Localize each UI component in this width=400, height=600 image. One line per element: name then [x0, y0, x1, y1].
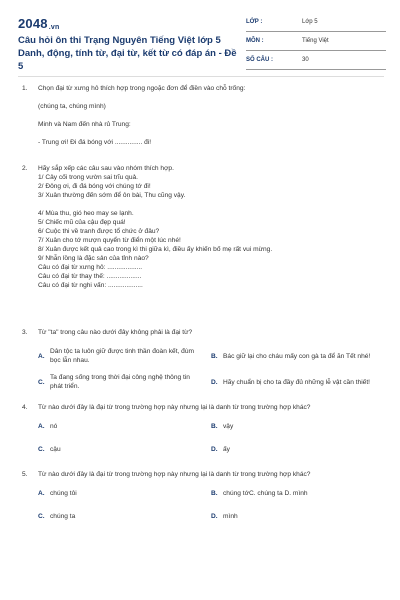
- option-text: Dân tộc ta luôn giữ được tinh thần đoàn kết, đùm bọc lẫn nhau.: [50, 348, 195, 364]
- sentence-item: 9/ Nhẫn lồng là đặc sản của tỉnh nào?: [38, 255, 149, 262]
- option-a[interactable]: [38, 422, 211, 431]
- option-text: cậu: [50, 446, 61, 453]
- sentence-item: 7/ Xuân cho tớ mượn quyển từ điển một lúc nhé!: [38, 237, 181, 244]
- option-letter: C.: [38, 513, 45, 520]
- option-text: Bác giữ lại cho cháu mấy con gà ta để ăn Tết nhé!: [223, 352, 371, 360]
- meta-value: 30: [302, 57, 309, 63]
- question-number: 4.: [22, 404, 28, 411]
- meta-label: SỐ CÂU :: [246, 57, 273, 63]
- meta-row-count: [246, 55, 386, 70]
- option-text: chúng tôi: [50, 490, 77, 497]
- sentence-item: 4/ Mùa thu, gió heo may se lạnh.: [38, 210, 134, 217]
- question-line: (chúng ta, chúng mình): [38, 103, 106, 110]
- option-letter: C.: [38, 378, 45, 386]
- options-row: [38, 347, 384, 365]
- option-text: mình: [223, 513, 238, 520]
- sentence-item: 2/ Đông ơi, đi đá bóng với chúng tớ đi!: [38, 183, 151, 190]
- option-letter: A.: [38, 490, 45, 497]
- option-text: Hãy chuẩn bị cho ta đầy đủ những lễ vật cần thiết!: [223, 378, 371, 386]
- meta-row-grade: [246, 17, 386, 32]
- meta-label: LỚP :: [246, 19, 263, 25]
- option-b[interactable]: [211, 489, 384, 498]
- answer-line-substitute: Câu có đại từ thay thế: ...................: [38, 273, 142, 280]
- option-letter: A.: [38, 352, 45, 360]
- options-row: [38, 512, 384, 521]
- document-meta: [246, 17, 386, 74]
- option-c[interactable]: [38, 373, 211, 391]
- answer-options: [38, 422, 384, 454]
- answer-options: [38, 489, 384, 521]
- option-letter: D.: [211, 513, 218, 520]
- answer-line-question: Câu có đại từ nghi vấn: ...................: [38, 282, 143, 289]
- answer-line-pronoun: Câu có đại từ xưng hô: ...................: [38, 264, 143, 271]
- sentence-item: 8/ Xuân được kết quả cao trong kì thi giữa kì, điều ấy khiến bố mẹ rất vui mừng.: [38, 246, 273, 253]
- options-row: [38, 373, 384, 391]
- site-logo[interactable]: [18, 16, 59, 31]
- meta-label: MÔN :: [246, 38, 264, 44]
- question-number: 3.: [22, 329, 28, 336]
- answer-options: [38, 347, 384, 391]
- sentence-item: 6/ Cuộc thi về tranh được tổ chức ở đâu?: [38, 228, 160, 235]
- option-letter: B.: [211, 490, 218, 497]
- question-number: 5.: [22, 471, 28, 478]
- question-number: 1.: [22, 85, 28, 92]
- option-letter: B.: [211, 423, 218, 430]
- option-d[interactable]: [211, 373, 384, 391]
- question-4: [18, 403, 384, 454]
- document-header: [18, 16, 384, 72]
- question-text: Từ nào dưới đây là đại từ trong trường hợp này nhưng lại là danh từ trong trường hợp khác?: [38, 471, 311, 478]
- meta-value: Tiếng Việt: [302, 38, 329, 44]
- option-a[interactable]: [38, 347, 211, 365]
- meta-row-subject: [246, 36, 386, 51]
- options-row: [38, 422, 384, 431]
- logo-suffix: .vn: [48, 24, 60, 31]
- question-1: [18, 84, 384, 147]
- option-text: nó: [50, 423, 58, 430]
- header-divider: [18, 76, 384, 77]
- option-text: vậy: [223, 423, 234, 430]
- question-number: 2.: [22, 165, 28, 172]
- option-c[interactable]: [38, 445, 211, 454]
- sentence-item: 1/ Cây cối trong vườn sai trĩu quả.: [38, 174, 138, 181]
- question-list: [18, 84, 384, 521]
- question-text: Chọn đại từ xưng hô thích hợp trong ngoặc đơn để điền vào chỗ trống:: [38, 85, 246, 92]
- options-row: [38, 489, 384, 498]
- option-d[interactable]: [211, 512, 384, 521]
- option-text: chúng ta: [50, 513, 76, 520]
- sentence-item: 5/ Chiếc mũ của cậu đẹp quá!: [38, 219, 126, 226]
- option-text: ấy: [223, 446, 230, 453]
- option-letter: B.: [211, 352, 218, 360]
- question-text: Từ "ta" trong câu nào dưới đây không phải là đại từ?: [38, 329, 193, 336]
- option-letter: A.: [38, 423, 45, 430]
- question-text: Hãy sắp xếp các câu sau vào nhóm thích hợp.: [38, 165, 174, 172]
- option-b[interactable]: [211, 422, 384, 431]
- question-2: [18, 164, 384, 290]
- options-row: [38, 445, 384, 454]
- option-a[interactable]: [38, 489, 211, 498]
- document-title: Câu hỏi ôn thi Trạng Nguyên Tiếng Việt lớp 5 Danh, động, tính từ, đại từ, kết từ có đáp án - Đề 5: [18, 35, 237, 72]
- option-text: Ta đang sống trong thời đại công nghệ thông tin phát triển.: [50, 374, 190, 390]
- meta-value: Lớp 5: [302, 19, 318, 25]
- question-line: Minh và Nam đến nhà rủ Trung:: [38, 121, 131, 128]
- option-letter: D.: [211, 446, 218, 453]
- option-letter: D.: [211, 378, 218, 386]
- question-3: [18, 328, 384, 391]
- option-c[interactable]: [38, 512, 211, 521]
- option-text: chúng tớC. chúng ta D. mình: [223, 490, 308, 497]
- logo-text: 2048: [18, 16, 48, 31]
- option-letter: C.: [38, 446, 45, 453]
- sentence-item: 3/ Xuân thường đến sớm để ôn bài, Thu cũng vậy.: [38, 192, 186, 199]
- question-line: - Trung ơi! Đi đá bóng với ............... đi!: [38, 139, 152, 146]
- question-5: [18, 470, 384, 521]
- question-text: Từ nào dưới đây là đại từ trong trường hợp này nhưng lại là danh từ trong trường hợp khác?: [38, 404, 311, 411]
- option-b[interactable]: [211, 347, 384, 365]
- option-d[interactable]: [211, 445, 384, 454]
